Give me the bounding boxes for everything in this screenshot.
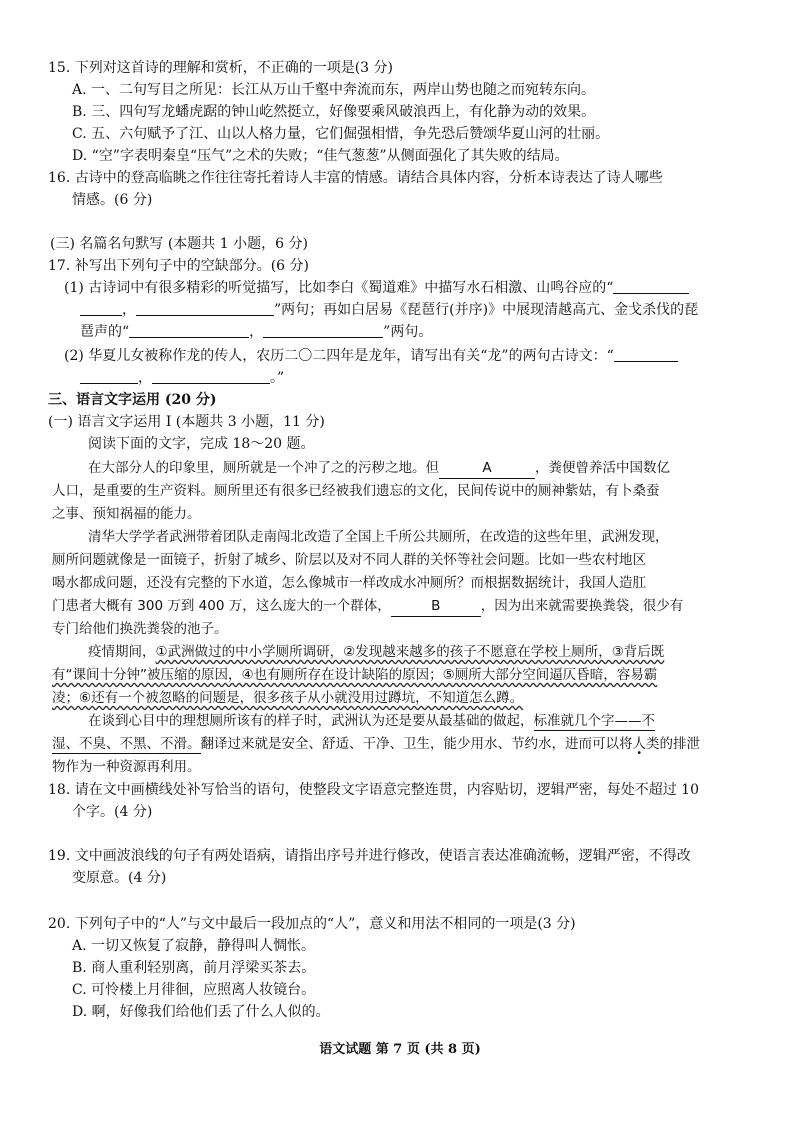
q15-option-d: D. “空”字表明秦皇“压气”之术的失败；“佳气葱葱”从侧面强化了其失败的结局。 — [72, 148, 569, 164]
passage-p2-line5: 专门给他们换洗粪袋的池子。 — [52, 621, 228, 637]
passage-text: 门患者大概有 300 万到 400 万，这么庞大的一个群体， — [52, 598, 391, 614]
underlined-sentence: 湿、不臭、不黑、不滑。 — [52, 736, 201, 752]
passage-p1-line2: 人口，是重要的生产资料。厕所里还有很多已经被我们遗忘的文化，民间传说中的厕神紫姑，有卜桑蚕 — [52, 483, 660, 499]
blank-a[interactable]: A — [439, 458, 535, 479]
page-footer: 语文试题 第 7 页 (共 8 页) — [319, 1042, 481, 1057]
answer-blank[interactable] — [152, 369, 270, 384]
q15-option-a: A. 一、二句写目之所见：长江从万山千壑中奔流而东，两岸山势也随之而宛转东向。 — [72, 82, 596, 98]
passage-p1-line3: 之事、预知祸福的能力。 — [52, 506, 201, 522]
passage-text: ，因为出来就需要换粪袋，很少有 — [480, 598, 684, 614]
q17-part1-text-b: ”两句；再如白居易《琵琶行(并序)》中展现清越高亢、金戈杀伐的琵 — [274, 302, 699, 318]
passage-p3-line1 — [88, 642, 664, 662]
passage-p2-line4 — [52, 596, 683, 617]
section-heading-3: (三) 名篇名句默写 (本题共 1 小题，6 分) — [50, 236, 308, 252]
q17-stem: 17. 补写出下列句子中的空缺部分。(6 分) — [48, 258, 309, 274]
q20-option-b: B. 商人重利轻别离，前月浮梁买茶去。 — [72, 960, 316, 976]
q17-part1-line1 — [64, 278, 689, 298]
q17-part2-text-a: (2) 华夏儿女被称作龙的传人，农历二〇二四年是龙年，请写出有关“龙”的两句古诗文：“ — [64, 348, 614, 364]
q17-part1-text-a: (1) 古诗词中有很多精彩的听觉描写，比如李白《蜀道难》中描写水石相激、山鸣谷应的“ — [64, 280, 614, 296]
q20-option-d: D. 啊，好像我们给他们丢了什么人似的。 — [72, 1004, 330, 1020]
q15-option-c: C. 五、六句赋予了江、山以人格力量，它们倔强相惜，争先恐后赞颂华夏山河的壮丽。 — [72, 126, 610, 142]
passage-p4-line1 — [88, 711, 655, 731]
passage-text: 翻译过来就是安全、舒适、干净、卫生，能少用水、节约水，进而可以将 — [200, 736, 633, 752]
answer-blank[interactable] — [613, 279, 689, 294]
passage-p2-line1: 清华大学学者武洲带着团队走南闯北改造了全国上千所公共厕所，在改造的这些年里，武洲发现， — [88, 529, 669, 545]
answer-blank[interactable] — [614, 347, 678, 362]
q17-part1-line3 — [80, 322, 432, 342]
dotted-character: 人 — [632, 736, 646, 752]
wavy-sentence: 凌；⑥还有一个被忽略的问题是，很多孩子从小就没用过蹲坑，不知道怎么蹲。 — [52, 690, 524, 706]
passage-text: 在大部分人的印象里，厕所就是一个冲了之的污秽之地。但 — [88, 460, 439, 476]
q15-stem: 15. 下列对这首诗的理解和赏析，不正确的一项是(3 分) — [48, 60, 393, 76]
q18-stem-line2: 个字。(4 分) — [72, 804, 153, 820]
q17-part2-line1 — [64, 346, 678, 366]
subsection-heading-1: (一) 语言文字运用 Ⅰ (本题共 3 小题，11 分) — [48, 414, 325, 430]
q17-part2-text-b1: ， — [138, 370, 152, 386]
q17-part1-line2: ， ”两句；再如白居易《琵琶行(并序)》中展现清越高亢、金戈杀伐的琵 — [80, 300, 698, 320]
passage-text: 疫情期间， — [88, 644, 156, 660]
q19-stem-line2: 变原意。(4 分) — [72, 870, 167, 886]
q19-stem-line1: 19. 文中画波浪线的句子有两处语病，请指出序号并进行修改，使语言表达准确流畅，逻辑严密，不得改 — [48, 848, 691, 864]
wavy-sentence: ①武洲做过的中小学厕所调研，②发现越来越多的孩子不愿意在学校上厕所，③背后既 — [155, 644, 665, 660]
passage-text: 在谈到心目中的理想厕所该有的样子时，武洲认为还是要从最基础的做起， — [88, 713, 534, 729]
answer-blank[interactable] — [80, 369, 138, 384]
passage-p2-line3: 喝水都成问题，还没有完整的下水道，怎么像城市一样改成水冲厕所？而根据数据统计，我国人造肛 — [52, 575, 646, 591]
passage-p2-line2: 厕所问题就像是一面镜子，折射了城乡、阶层以及对不同人群的关怀等社会问题。比如一些农村地区 — [52, 552, 646, 568]
q15-option-b: B. 三、四句写龙蟠虎踞的钟山屹然挺立，好像要乘风破浪西上，有化静为动的效果。 — [72, 104, 596, 120]
passage-p1-line1 — [88, 458, 670, 479]
underlined-sentence: 标准就几个字——不 — [533, 713, 655, 729]
passage-p4-line3: 物作为一种资源再利用。 — [52, 759, 201, 775]
q17-part2-line2 — [80, 368, 284, 388]
q20-option-c: C. 可怜楼上月徘徊，应照离人妆镜台。 — [72, 982, 316, 998]
passage-p4-line2 — [52, 734, 700, 754]
q17-part2-text-b2: 。” — [270, 370, 285, 386]
answer-blank[interactable] — [263, 323, 383, 338]
q17-part1-text-c1: 琶声的“ — [80, 324, 130, 340]
passage-text: 类的排泄 — [646, 736, 700, 752]
q20-stem: 20. 下列句子中的“人”与文中最后一段加点的“人”，意义和用法不相同的一项是(3 分) — [48, 916, 576, 932]
answer-blank[interactable] — [80, 301, 122, 316]
answer-blank[interactable] — [136, 301, 274, 316]
q16-stem-line1: 16. 古诗中的登高临眺之作往往寄托着诗人丰富的情感。请结合具体内容，分析本诗表达了诗人哪些 — [48, 170, 663, 186]
blank-b[interactable]: B — [391, 596, 481, 617]
q17-part1-text-c2: ， — [249, 324, 264, 340]
answer-blank[interactable] — [129, 323, 249, 338]
q20-option-a: A. 一切又恢复了寂静，静得叫人惆怅。 — [72, 938, 316, 954]
passage-text: ，粪便曾养活中国数亿 — [535, 460, 670, 476]
q16-stem-line2: 情感。(6 分) — [72, 192, 153, 208]
q17-part1-text-c3: ”两句。 — [383, 324, 433, 340]
part-heading-3: 三、语言文字运用 (20 分) — [48, 392, 217, 408]
reading-prompt: 阅读下面的文字，完成 18～20 题。 — [88, 436, 315, 452]
wavy-sentence: 有“课间十分钟”被压缩的原因，④也有厕所存在设计缺陷的原因；⑤厕所大部分空间逼仄昏暗，容易霸 — [52, 667, 658, 683]
q18-stem-line1: 18. 请在文中画横线处补写恰当的语句，使整段文字语意完整连贯，内容贴切，逻辑严密，每处不超过 10 — [48, 782, 699, 798]
